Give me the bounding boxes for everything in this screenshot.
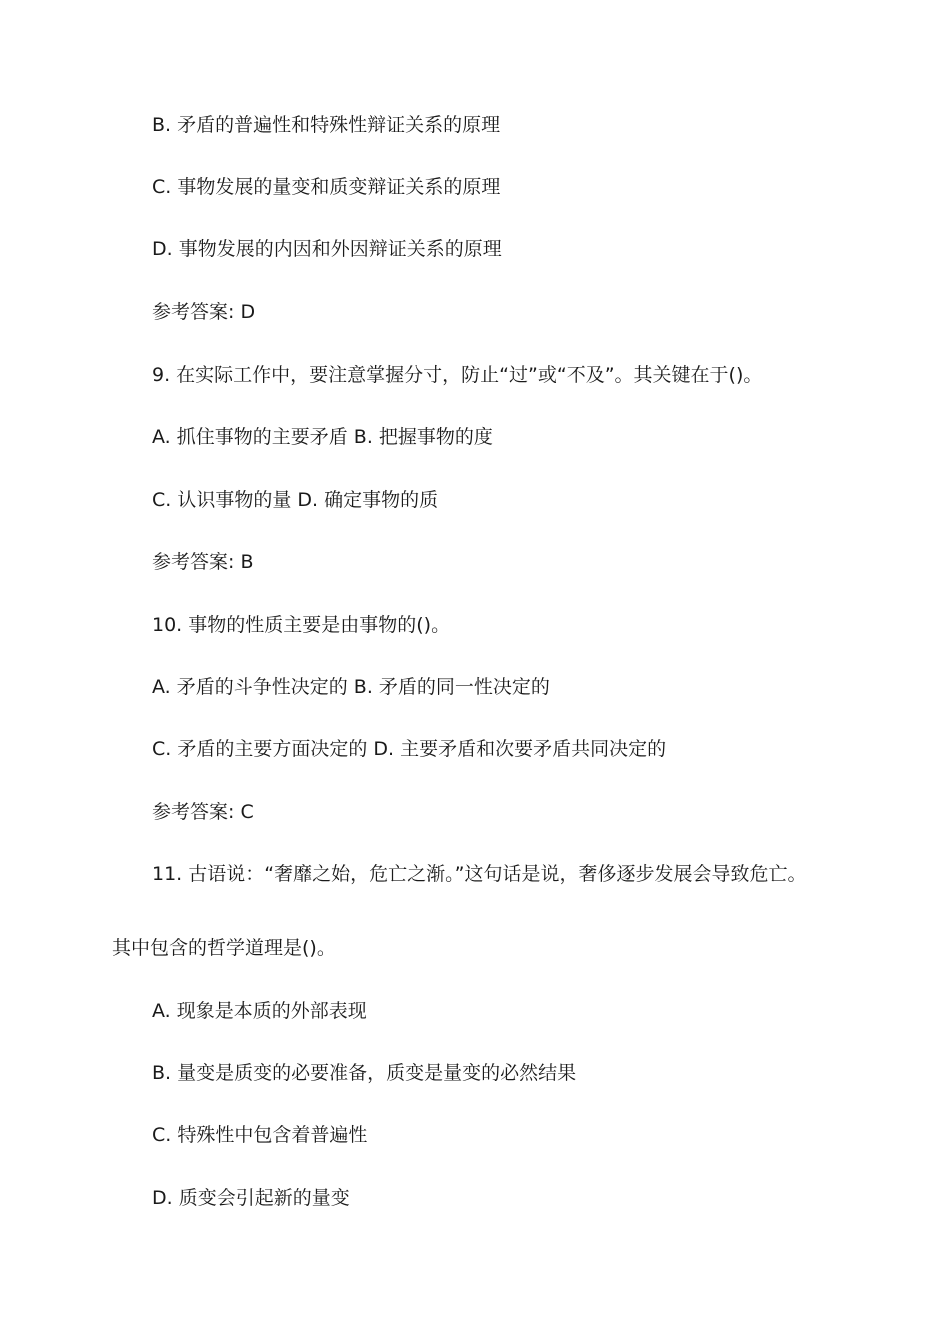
q9-answer: 参考答案: B <box>152 551 254 573</box>
q11-option-c: C. 特殊性中包含着普遍性 <box>152 1124 368 1146</box>
q8-option-d: D. 事物发展的内因和外因辩证关系的原理 <box>152 238 502 260</box>
q10-answer: 参考答案: C <box>152 801 254 823</box>
q9-options-ab: A. 抓住事物的主要矛盾 B. 把握事物的度 <box>152 426 493 448</box>
q11-option-a: A. 现象是本质的外部表现 <box>152 1000 367 1022</box>
q9-options-cd: C. 认识事物的量 D. 确定事物的质 <box>152 489 439 511</box>
q10-options-ab: A. 矛盾的斗争性决定的 B. 矛盾的同一性决定的 <box>152 676 550 698</box>
q10-stem: 10. 事物的性质主要是由事物的()。 <box>152 614 451 636</box>
q11-option-d: D. 质变会引起新的量变 <box>152 1187 350 1209</box>
q10-options-cd: C. 矛盾的主要方面决定的 D. 主要矛盾和次要矛盾共同决定的 <box>152 738 667 760</box>
q9-stem: 9. 在实际工作中，要注意掌握分寸，防止“过”或“不及”。其关键在于()。 <box>152 364 763 386</box>
q11-stem-line2: 其中包含的哲学道理是()。 <box>112 937 336 959</box>
q8-answer: 参考答案: D <box>152 301 256 323</box>
q11-option-b: B. 量变是质变的必要准备，质变是量变的必然结果 <box>152 1062 577 1084</box>
q11-stem-line1: 11. 古语说：“奢靡之始，危亡之渐。”这句话是说，奢侈逐步发展会导致危亡。 <box>152 863 807 885</box>
q8-option-c: C. 事物发展的量变和质变辩证关系的原理 <box>152 176 501 198</box>
q8-option-b: B. 矛盾的普遍性和特殊性辩证关系的原理 <box>152 114 501 136</box>
